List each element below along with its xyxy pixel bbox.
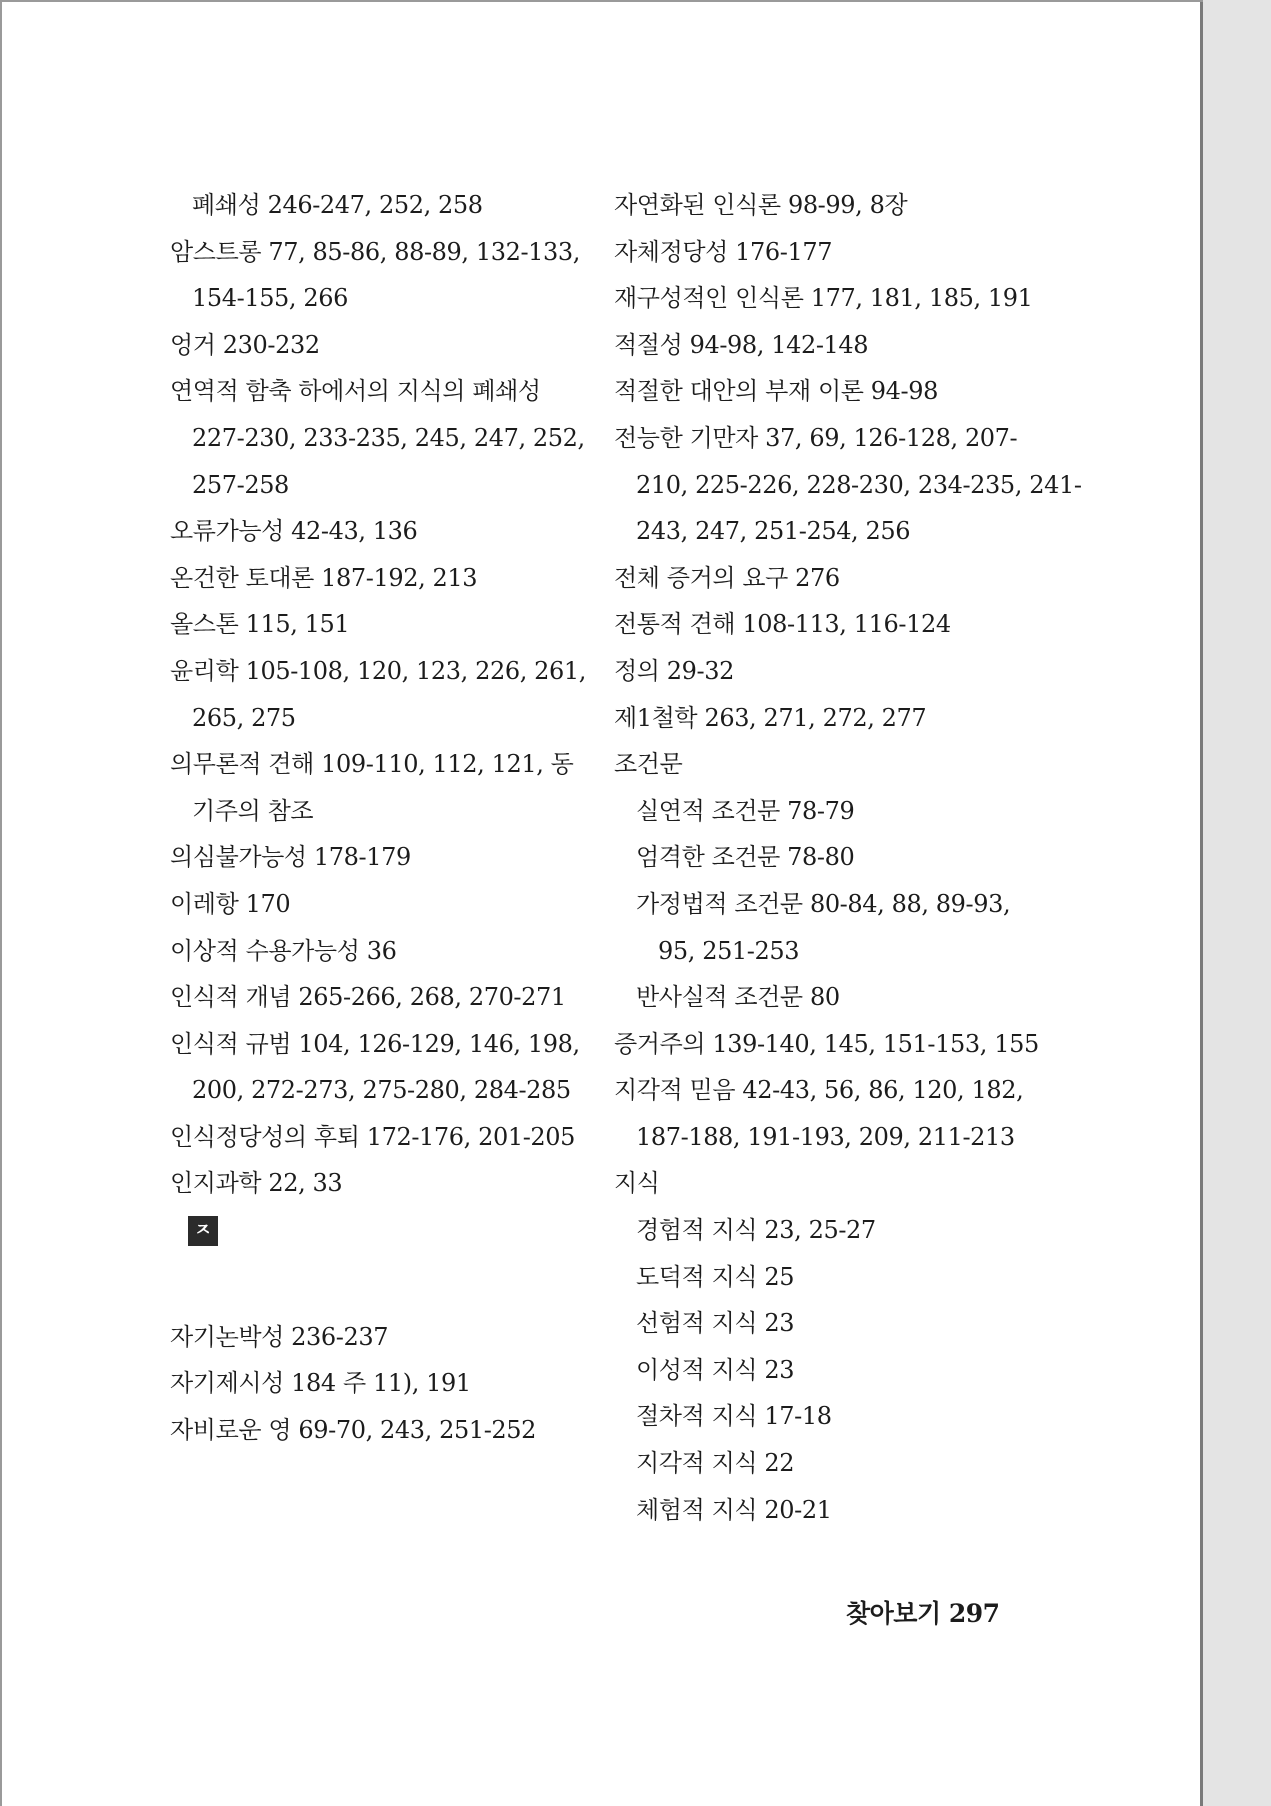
- index-entry: 자기논박성 236-237: [170, 1322, 389, 1351]
- index-entry: 윤리학 105-108, 120, 123, 226, 261,: [170, 656, 587, 685]
- index-entry: 227-230, 233-235, 245, 247, 252,: [192, 423, 585, 452]
- index-entry: 지각적 믿음 42-43, 56, 86, 120, 182,: [614, 1076, 1024, 1105]
- index-entry: 전능한 기만자 37, 69, 126-128, 207-: [614, 423, 1018, 452]
- index-entry: 인식적 규범 104, 126-129, 146, 198,: [170, 1029, 580, 1058]
- index-entry: 이성적 지식 23: [636, 1355, 795, 1384]
- index-entry: 체험적 지식 20-21: [636, 1495, 832, 1524]
- index-entry: 조건문: [614, 750, 683, 779]
- index-entry: 정의 29-32: [614, 656, 734, 685]
- index-entry: 재구성적인 인식론 177, 181, 185, 191: [614, 284, 1033, 313]
- index-entry: 전통적 견해 108-113, 116-124: [614, 610, 951, 639]
- index-entry: 전체 증거의 요구 276: [614, 563, 840, 592]
- index-entry: 폐쇄성 246-247, 252, 258: [192, 191, 483, 219]
- index-entry: 200, 272-273, 275-280, 284-285: [192, 1076, 571, 1105]
- index-entry: 인식정당성의 후퇴 172-176, 201-205: [170, 1122, 576, 1151]
- index-entry: 154-155, 266: [192, 284, 348, 313]
- index-entry: 올스톤 115, 151: [170, 610, 350, 639]
- index-entry: 의무론적 견해 109-110, 112, 121, 동: [170, 750, 574, 779]
- index-column-right: [614, 182, 1082, 1533]
- page-footer: [846, 1594, 1000, 1630]
- page-left-edge: [0, 0, 2, 1806]
- index-entry: 증거주의 139-140, 145, 151-153, 155: [614, 1029, 1039, 1058]
- index-list-left: [170, 182, 587, 1207]
- index-entry: 가정법적 조건문 80-84, 88, 89-93,: [636, 889, 1011, 918]
- index-entry: 257-258: [192, 470, 289, 499]
- index-entry: 이레항 170: [170, 889, 291, 918]
- index-entry: 선험적 지식 23: [636, 1309, 795, 1338]
- index-entry: 이상적 수용가능성 36: [170, 936, 397, 965]
- index-entry: 210, 225-226, 228-230, 234-235, 241-: [636, 470, 1082, 499]
- index-entry: 기주의 참조: [192, 796, 314, 825]
- section-header: [170, 1207, 580, 1254]
- index-entry: 자기제시성 184 주 11), 191: [170, 1369, 471, 1398]
- index-entry: 엄격한 조건문 78-80: [636, 843, 855, 872]
- index-entry: 243, 247, 251-254, 256: [636, 517, 911, 546]
- index-list-left-after-marker: [170, 1314, 580, 1454]
- index-entry: 적절한 대안의 부재 이론 94-98: [614, 377, 938, 406]
- index-entry: 절차적 지식 17-18: [636, 1402, 832, 1431]
- index-list-right: [614, 182, 1082, 1533]
- index-entry: 엉거 230-232: [170, 330, 320, 359]
- index-entry: 265, 275: [192, 703, 296, 732]
- index-entry: 자연화된 인식론 98-99, 8장: [614, 191, 908, 219]
- index-entry: 온건한 토대론 187-192, 213: [170, 563, 478, 592]
- index-entry: 95, 251-253: [658, 936, 800, 965]
- index-entry: 자비로운 영 69-70, 243, 251-252: [170, 1415, 537, 1444]
- index-entry: 경험적 지식 23, 25-27: [636, 1216, 876, 1245]
- index-entry: 187-188, 191-193, 209, 211-213: [636, 1122, 1015, 1151]
- index-entry: 지식: [614, 1169, 660, 1198]
- index-entry: 암스트롱 77, 85-86, 88-89, 132-133,: [170, 237, 581, 266]
- index-entry: 인지과학 22, 33: [170, 1169, 343, 1198]
- footer-label: 찾아보기: [846, 1599, 941, 1628]
- section-letter-marker: ㅈ: [188, 1216, 218, 1246]
- index-entry: 반사실적 조건문 80: [636, 983, 840, 1012]
- index-entry: 실연적 조건문 78-79: [636, 796, 855, 825]
- index-entry: 자체정당성 176-177: [614, 237, 833, 266]
- index-entry: 지각적 지식 22: [636, 1449, 795, 1478]
- index-entry: 의심불가능성 178-179: [170, 843, 411, 872]
- index-entry: 오류가능성 42-43, 136: [170, 517, 418, 546]
- index-entry: 적절성 94-98, 142-148: [614, 330, 869, 359]
- page-number: 297: [948, 1599, 1000, 1628]
- index-entry: 인식적 개념 265-266, 268, 270-271: [170, 983, 566, 1012]
- page-top-edge: [0, 0, 1203, 2]
- index-entry: 도덕적 지식 25: [636, 1262, 795, 1291]
- index-entry: 연역적 함축 하에서의 지식의 폐쇄성: [170, 377, 541, 406]
- viewer-background-strip: [1203, 0, 1271, 1806]
- index-column-left: [170, 182, 587, 1453]
- index-entry: 제1철학 263, 271, 272, 277: [614, 703, 927, 732]
